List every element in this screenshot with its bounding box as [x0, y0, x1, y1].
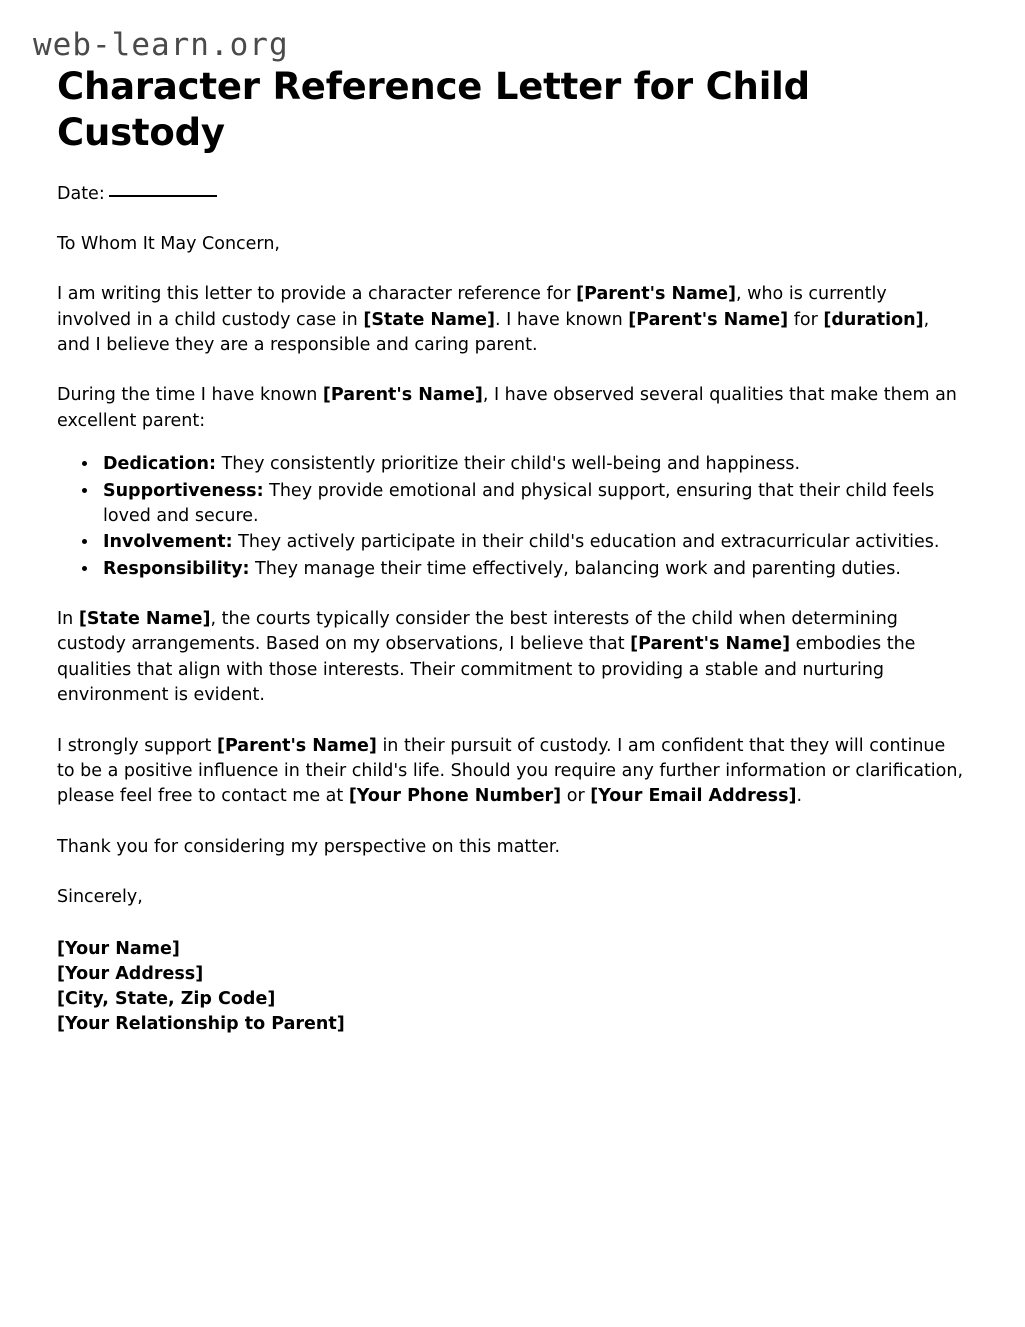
observation-seg-2: , I have observed several qualities that make them an excellent parent:: [57, 385, 957, 431]
intro-parent-name-2: [Parent's Name]: [628, 309, 789, 330]
courts-paragraph: [57, 607, 965, 709]
intro-seg-4: for: [788, 309, 824, 330]
support-paragraph: [57, 734, 965, 810]
date-line: [57, 182, 965, 207]
closing-line: Sincerely,: [57, 887, 143, 908]
courts-state-name: [State Name]: [78, 609, 211, 630]
quality-label: Supportiveness:: [103, 480, 264, 501]
quality-text: They manage their time effectively, balancing work and parenting duties.: [249, 558, 901, 579]
intro-duration: [duration]: [823, 309, 924, 330]
quality-text: They actively participate in their child's education and extracurricular activities.: [232, 532, 940, 553]
date-label: Date:: [57, 183, 105, 204]
intro-paragraph: [57, 282, 965, 358]
support-parent-name: [Parent's Name]: [216, 735, 377, 756]
site-brand: web-learn.org: [33, 27, 289, 63]
intro-seg-3: . I have known: [495, 309, 629, 330]
list-item: [99, 452, 965, 477]
signature-name: [Your Name]: [57, 939, 180, 960]
quality-text: They provide emotional and physical support, ensuring that their child feels loved and secure.: [103, 480, 935, 526]
support-seg-3: or: [561, 786, 591, 807]
intro-state-name: [State Name]: [363, 309, 495, 330]
courts-seg-2: , the courts typically consider the best interests of the child when determining custody arrangements. Based on my observations, I believe that: [57, 609, 898, 655]
signature-block: [57, 937, 965, 1036]
intro-parent-name-1: [Parent's Name]: [576, 284, 737, 305]
date-blank-field[interactable]: [109, 195, 217, 197]
signature-address: [Your Address]: [57, 964, 204, 985]
quality-label: Responsibility:: [103, 558, 250, 579]
support-seg-1: I strongly support: [57, 735, 217, 756]
signature-city-state-zip: [City, State, Zip Code]: [57, 989, 276, 1010]
list-item: [99, 479, 965, 530]
quality-label: Involvement:: [103, 532, 233, 553]
thanks-paragraph: Thank you for considering my perspective on this matter.: [57, 836, 561, 857]
list-item: [99, 557, 965, 582]
courts-parent-name: [Parent's Name]: [630, 634, 791, 655]
support-seg-4: .: [796, 786, 803, 807]
salutation: To Whom It May Concern,: [57, 233, 280, 254]
courts-seg-1: In: [57, 609, 79, 630]
list-item: [99, 530, 965, 555]
support-phone-placeholder: [Your Phone Number]: [348, 786, 562, 807]
quality-text: They consistently prioritize their child's well-being and happiness.: [215, 454, 801, 475]
support-seg-2: in their pursuit of custody. I am confident that they will continue to be a positive influence in their child's life. Should you require any further information or clarification, please feel free to contact me at: [57, 735, 964, 807]
qualities-list: [57, 452, 965, 582]
signature-relationship: [Your Relationship to Parent]: [57, 1014, 345, 1034]
observation-paragraph: [57, 383, 965, 434]
intro-seg-5: , and I believe they are a responsible and caring parent.: [57, 309, 930, 356]
courts-seg-3: embodies the qualities that align with those interests. Their commitment to providing a stable and nurturing environment is evident.: [57, 634, 916, 706]
quality-label: Dedication:: [103, 454, 216, 475]
page-title: Character Reference Letter for Child Custody: [57, 65, 810, 155]
intro-seg-2: , who is currently involved in a child custody case in: [57, 284, 887, 330]
observation-seg-1: During the time I have known: [57, 385, 323, 406]
observation-parent-name: [Parent's Name]: [322, 385, 483, 406]
support-email-placeholder: [Your Email Address]: [590, 786, 797, 807]
intro-seg-1: I am writing this letter to provide a character reference for: [57, 284, 577, 305]
